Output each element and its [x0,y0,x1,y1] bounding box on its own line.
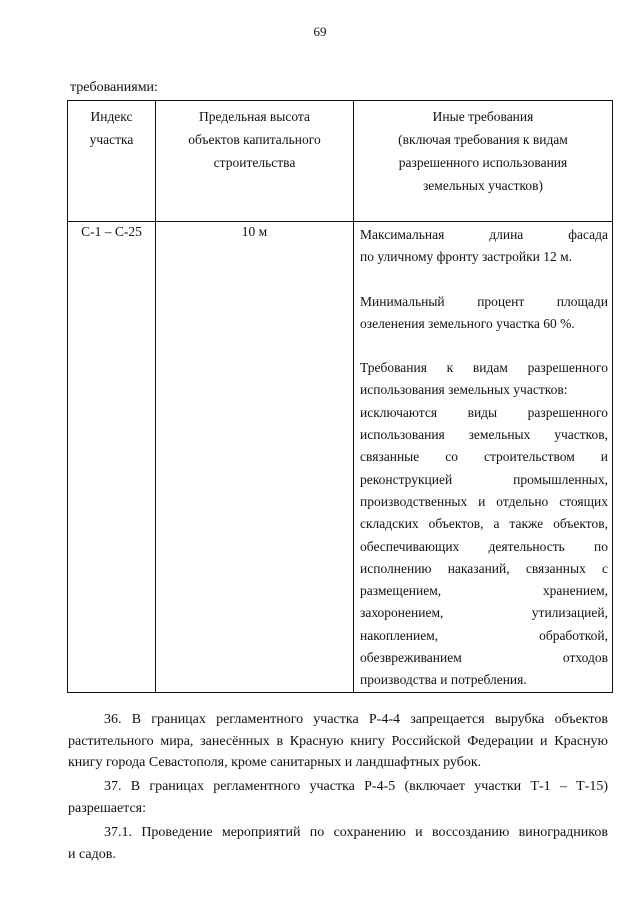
text-line: по уличному фронту застройки 12 м. [360,249,573,265]
text-line: 37. В границах регламентного участка Р-4-5 (включает участки Т-1 – Т-15) [104,779,608,794]
table-header-row [68,101,613,222]
text-line: исключаются виды разрешенного [360,404,608,420]
header-line: разрешенного использования [398,155,568,170]
text-line: обеспечивающих деятельность по [360,538,608,554]
paragraph-37-1 [68,822,608,865]
header-line: (включая требования к видам [398,132,568,147]
header-plot-index [68,101,156,222]
text-line: Максимальная длина фасада [360,227,608,242]
facade-requirement [360,224,608,269]
header-other-requirements [354,101,613,222]
text-line: размещением, хранением, [360,583,608,599]
header-line: Индекс [90,109,133,124]
greening-requirement [360,291,608,336]
text-line: производства и потребления. [360,672,527,688]
header-line: участка [89,132,134,147]
header-line: Предельная высота [199,109,310,124]
max-height-cell: 10 м [156,222,354,693]
header-line: объектов капитального [188,132,321,147]
text-line: обезвреживанием отходов [360,650,608,666]
text-line: использования земельных участков: [360,382,568,398]
text-line: реконструкцией промышленных, [360,471,608,487]
text-line: озеленения земельного участка 60 %. [360,315,575,331]
text-line: производственных и отдельно стоящих [360,493,608,509]
text-line: связанные со строительством и [360,449,608,465]
header-max-height [156,101,354,222]
requirements-cell [354,222,613,693]
text-line: использования земельных участков, [360,427,608,443]
plot-index-cell: С-1 – С-25 [68,222,156,693]
header-line: Иные требования [432,109,534,124]
text-line: 37.1. Проведение мероприятий по сохранению и воссозданию виноградников [104,825,608,840]
text-line: книгу города Севастополя, кроме санитарных и ландшафтных рубок. [68,755,482,770]
text-line: исполнению наказаний, связанных с [360,560,608,576]
regulation-table [67,100,613,693]
text-line: и садов. [68,846,116,862]
header-line: земельных участков) [422,178,544,193]
text-line: растительного мира, занесённых в Красную книгу Российской Федерации и Красную [68,733,608,749]
land-use-requirement [360,357,608,691]
text-line: накоплением, обработкой, [360,627,608,643]
text-line: складских объектов, а также объектов, [360,516,608,532]
text-line: Минимальный процент площади [360,293,608,309]
text-line: разрешается: [68,800,146,816]
text-line: 36. В границах регламентного участка Р-4-4 запрещается вырубка объектов [104,712,608,727]
lead-text: требованиями: [70,80,158,95]
paragraph-36 [68,709,608,774]
page-number: 69 [313,24,327,39]
paragraph-37 [68,776,608,819]
text-line: захоронением, утилизацией, [360,605,608,621]
header-line: строительства [213,155,296,170]
table-row [68,222,613,693]
text-line: Требования к видам разрешенного [360,360,608,376]
